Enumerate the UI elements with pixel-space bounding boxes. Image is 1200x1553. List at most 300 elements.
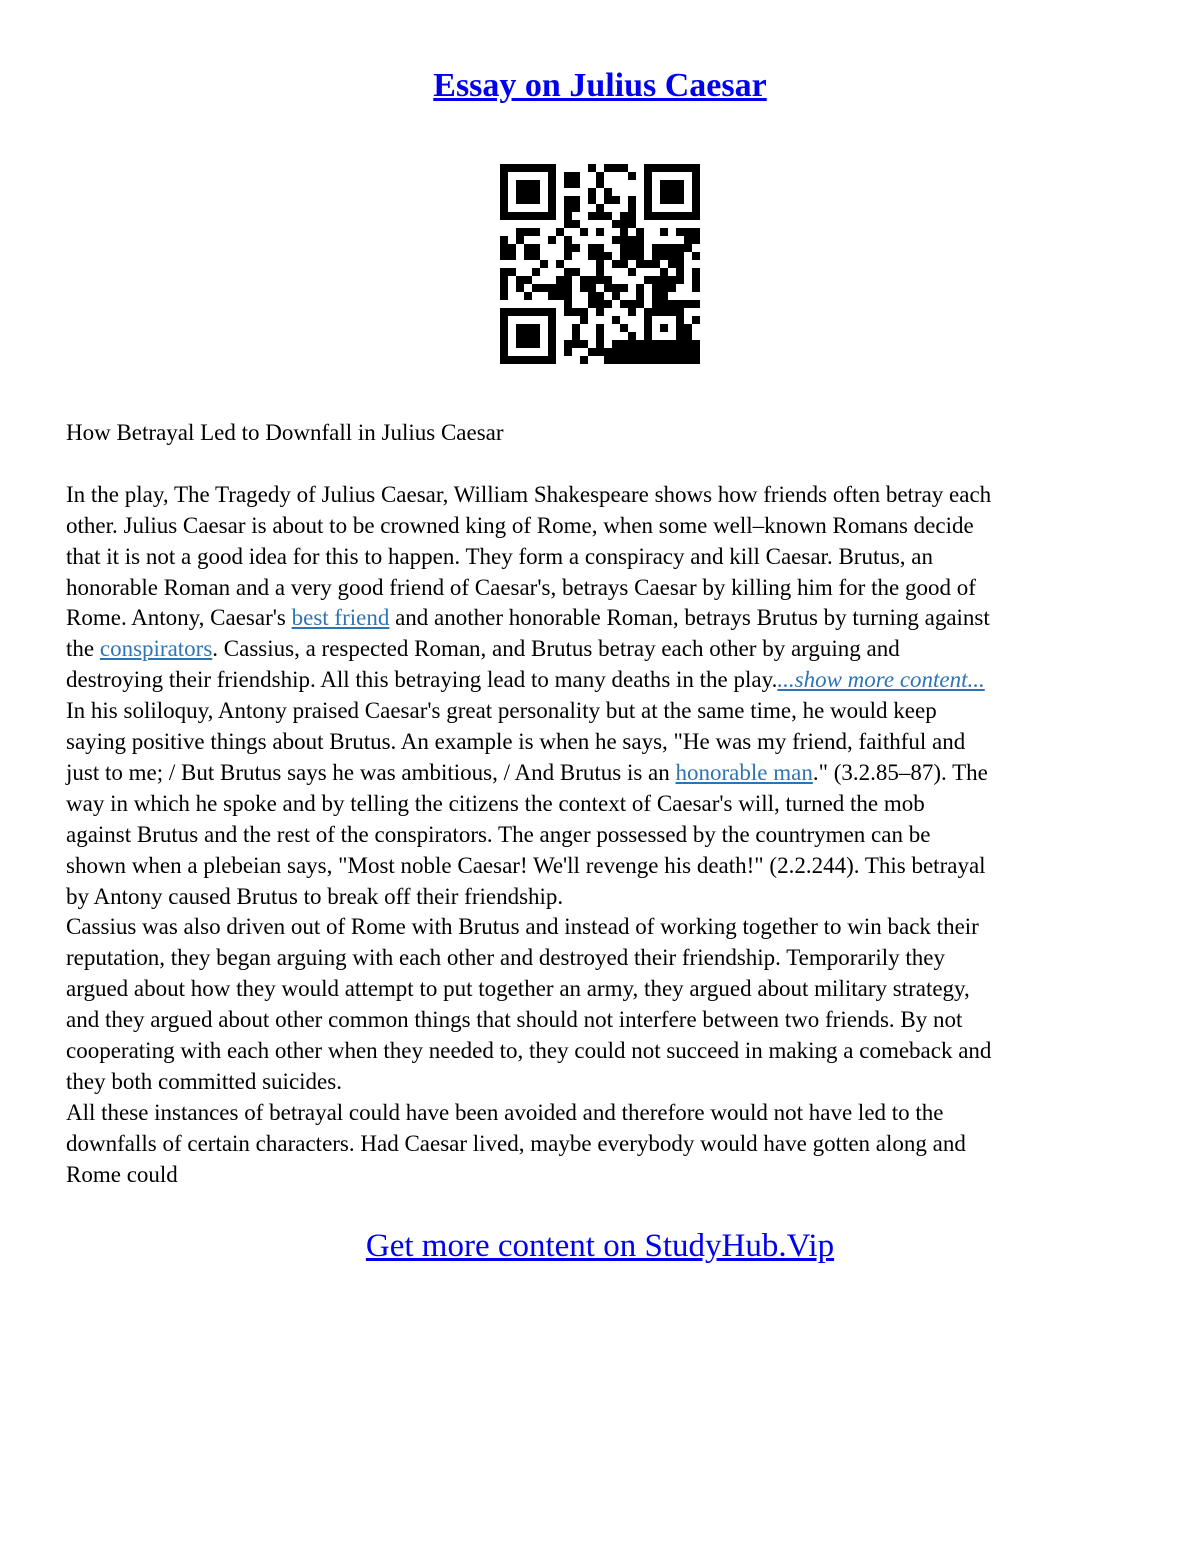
qr-module [548,196,556,204]
qr-module [548,212,556,220]
qr-module [628,332,636,340]
text-line: argued about how they would attempt to put together an army, they argued about military strategy, [66,976,970,1002]
qr-module [652,348,660,356]
qr-module [676,196,684,204]
qr-module [628,340,636,348]
qr-module [684,228,692,236]
qr-module [660,164,668,172]
qr-module [668,244,676,252]
qr-module [524,188,532,196]
qr-module [524,164,532,172]
qr-module [508,244,516,252]
qr-module [644,324,652,332]
text-line: honorable Roman and a very good friend of Caesar's, betrays Caesar by killing him for the good of [66,574,976,600]
qr-module [564,276,572,284]
qr-module [652,308,660,316]
qr-module [644,212,652,220]
qr-module [604,212,612,220]
qr-module [516,276,524,284]
qr-module [620,356,628,364]
qr-module [668,276,676,284]
qr-module [660,244,668,252]
paragraph-1 [66,480,1146,696]
qr-module [660,212,668,220]
qr-module [676,300,684,308]
qr-module [524,324,532,332]
best-friend-link[interactable]: best friend [291,605,390,631]
text-segment: ." (3.2.85–87). The [812,759,988,785]
text-line: other. Julius Caesar is about to be crowned king of Rome, when some well–known Romans decide [66,512,974,538]
qr-module [668,212,676,220]
qr-module [636,252,644,260]
qr-module [524,212,532,220]
qr-module [588,276,596,284]
qr-module [684,244,692,252]
qr-module [676,180,684,188]
qr-module [564,204,572,212]
qr-module [548,236,556,244]
qr-module [660,180,668,188]
qr-module [684,340,692,348]
qr-module [676,164,684,172]
qr-module [508,252,516,260]
qr-module [548,356,556,364]
qr-module [636,236,644,244]
paragraph-2 [66,696,1146,912]
qr-module [684,164,692,172]
qr-module [636,340,644,348]
qr-module [548,284,556,292]
qr-module [612,284,620,292]
qr-module [596,260,604,268]
qr-module [532,180,540,188]
qr-module [500,356,508,364]
qr-module [500,324,508,332]
qr-module [612,260,620,268]
qr-module [556,292,564,300]
qr-module [516,212,524,220]
qr-module [516,356,524,364]
qr-module [580,340,588,348]
qr-module [596,324,604,332]
qr-module [524,356,532,364]
qr-module [532,332,540,340]
qr-module [524,252,532,260]
qr-module [596,268,604,276]
text-line: that it is not a good idea for this to happen. They form a conspiracy and kill Caesar. Brutus, an [66,543,933,569]
qr-module [692,204,700,212]
qr-module [596,300,604,308]
qr-module [668,300,676,308]
qr-module [500,212,508,220]
qr-module [620,164,628,172]
qr-module [644,316,652,324]
qr-module [668,348,676,356]
qr-module [628,204,636,212]
qr-module [692,180,700,188]
qr-module [668,252,676,260]
footer-container [0,1224,1200,1268]
qr-module [660,324,668,332]
text-segment: just to me; / But Brutus says he was ambitious, / And Brutus is an [66,759,676,785]
qr-module [628,300,636,308]
qr-module [548,180,556,188]
qr-module [636,356,644,364]
qr-module [564,252,572,260]
qr-module [548,292,556,300]
document-title-container [0,64,1200,108]
qr-module [596,340,604,348]
qr-module [500,164,508,172]
text-line: In the play, The Tragedy of Julius Caesar, William Shakespeare shows how friends often betray each [66,481,992,507]
qr-module [644,356,652,364]
qr-module [652,292,660,300]
qr-module [628,308,636,316]
text-line: In his soliloquy, Antony praised Caesar's great personality but at the same time, he would keep [66,698,937,724]
qr-module [604,252,612,260]
qr-module [532,196,540,204]
qr-module [676,348,684,356]
qr-module [628,196,636,204]
text-line: Rome could [66,1161,178,1187]
qr-module [660,276,668,284]
qr-module [652,340,660,348]
qr-module [588,212,596,220]
qr-module [668,260,676,268]
qr-module [572,180,580,188]
qr-module [692,276,700,284]
qr-module [588,252,596,260]
qr-module [588,284,596,292]
qr-module [580,356,588,364]
qr-module [620,252,628,260]
qr-module [556,260,564,268]
qr-module [500,204,508,212]
qr-module [564,236,572,244]
qr-module [596,228,604,236]
qr-module [564,300,572,308]
qr-module [596,204,604,212]
qr-module [508,164,516,172]
qr-module [692,164,700,172]
qr-module [564,340,572,348]
text-line: and they argued about other common things that should not interfere between two friends. By not [66,1007,963,1033]
qr-module [524,308,532,316]
qr-module [660,356,668,364]
qr-module [612,196,620,204]
qr-module [532,340,540,348]
qr-module [532,228,540,236]
qr-module [652,252,660,260]
qr-module [628,212,636,220]
qr-module [516,236,524,244]
qr-module [660,292,668,300]
qr-module [556,276,564,284]
qr-module [604,188,612,196]
qr-module [692,172,700,180]
qr-module [676,212,684,220]
essay-subtitle: How Betrayal Led to Downfall in Julius Caesar [66,420,504,445]
qr-module [500,252,508,260]
qr-module [684,332,692,340]
qr-module [692,196,700,204]
qr-module [564,212,572,220]
qr-module [612,164,620,172]
qr-module [564,172,572,180]
qr-module [596,212,604,220]
qr-module [660,252,668,260]
qr-module [540,260,548,268]
qr-module [628,252,636,260]
text-line: Cassius was also driven out of Rome with Brutus and instead of working together to win back their [66,914,979,940]
qr-module [588,300,596,308]
text-line: cooperating with each other when they needed to, they could not succeed in making a comeback and [66,1038,992,1064]
qr-module [572,308,580,316]
qr-module [684,212,692,220]
qr-module [668,196,676,204]
qr-module [604,348,612,356]
qr-module [636,284,644,292]
qr-module [660,308,668,316]
qr-module [612,236,620,244]
qr-module [500,332,508,340]
text-segment: . Cassius, a respected Roman, and Brutus betray each other by arguing and [212,636,900,662]
qr-module [644,308,652,316]
qr-module [540,164,548,172]
qr-module [580,276,588,284]
qr-module [684,300,692,308]
text-line: they both committed suicides. [66,1069,342,1095]
qr-module [652,244,660,252]
qr-module [660,300,668,308]
qr-module [564,196,572,204]
text-line: reputation, they began arguing with each other and destroyed their friendship. Temporarily they [66,945,945,971]
qr-module [668,164,676,172]
qr-module [668,356,676,364]
qr-module [524,340,532,348]
qr-module [676,268,684,276]
text-line: way in which he spoke and by telling the citizens the context of Caesar's will, turned the mob [66,790,925,816]
qr-module [572,268,580,276]
qr-module [676,356,684,364]
qr-module [540,284,548,292]
qr-module [596,180,604,188]
text-line: shown when a plebeian says, "Most noble Caesar! We'll revenge his death!" (2.2.244). This betrayal [66,852,986,878]
qr-module [588,188,596,196]
text-line: downfalls of certain characters. Had Caesar lived, maybe everybody would have gotten along and [66,1130,966,1156]
text-line: by Antony caused Brutus to break off their friendship. [66,883,564,909]
qr-module [564,268,572,276]
qr-module [668,340,676,348]
qr-module [516,228,524,236]
qr-module [548,332,556,340]
qr-module [692,316,700,324]
qr-module [620,244,628,252]
text-line [66,634,1146,665]
qr-module [508,308,516,316]
qr-module [676,188,684,196]
qr-module [620,228,628,236]
qr-module [508,268,516,276]
document-title-link[interactable]: Essay on Julius Caesar [433,67,767,104]
qr-module [644,332,652,340]
qr-module [660,340,668,348]
qr-module [532,268,540,276]
qr-module [524,332,532,340]
qr-module [644,340,652,348]
qr-module [660,228,668,236]
qr-module [660,348,668,356]
conspirators-link[interactable]: conspirators [99,636,213,662]
qr-module [500,292,508,300]
qr-module [524,196,532,204]
qr-module [500,308,508,316]
qr-module [596,308,604,316]
qr-module [620,300,628,308]
qr-module [516,340,524,348]
qr-module [644,172,652,180]
qr-module [524,244,532,252]
qr-module [500,188,508,196]
text-line [66,758,1146,789]
qr-module [524,228,532,236]
essay-body [66,418,1146,1191]
qr-module [644,196,652,204]
qr-module [500,172,508,180]
qr-module [532,324,540,332]
qr-module [508,356,516,364]
qr-module [500,268,508,276]
qr-module [532,356,540,364]
qr-module [596,244,604,252]
qr-module [500,284,508,292]
qr-module [692,268,700,276]
qr-module [532,252,540,260]
qr-module [644,276,652,284]
qr-module [636,292,644,300]
qr-module [668,180,676,188]
qr-module [644,260,652,268]
qr-module [652,276,660,284]
qr-module [508,212,516,220]
qr-module [660,268,668,276]
qr-module [692,228,700,236]
qr-module [652,212,660,220]
qr-module [572,332,580,340]
qr-module [620,236,628,244]
qr-module [532,164,540,172]
qr-module [548,308,556,316]
text-line [66,603,1146,634]
qr-module [604,356,612,364]
qr-module [628,236,636,244]
qr-module [628,348,636,356]
qr-module [548,348,556,356]
qr-module [532,244,540,252]
qr-module [500,276,508,284]
honorable-man-link[interactable]: honorable man [675,759,813,785]
qr-module [652,356,660,364]
qr-module [644,188,652,196]
qr-module [676,308,684,316]
qr-module [532,188,540,196]
qr-code-icon [499,163,701,365]
qr-module [652,300,660,308]
qr-module [628,244,636,252]
qr-module [524,292,532,300]
qr-module [524,180,532,188]
qr-module [676,316,684,324]
qr-module [612,316,620,324]
qr-module [684,348,692,356]
qr-module [612,348,620,356]
qr-module [516,188,524,196]
qr-module [676,276,684,284]
text-line: against Brutus and the rest of the conspirators. The anger possessed by the countrymen can be [66,821,931,847]
qr-module [676,260,684,268]
qr-module [500,236,508,244]
qr-module [692,348,700,356]
qr-module [588,348,596,356]
qr-module [676,252,684,260]
qr-module [684,236,692,244]
qr-module [580,228,588,236]
qr-module [604,276,612,284]
qr-module [612,292,620,300]
qr-module [660,188,668,196]
qr-module [564,284,572,292]
qr-module [692,252,700,260]
show-more-content-link[interactable]: ...show more content... [777,667,985,693]
qr-module [516,332,524,340]
qr-module [628,172,636,180]
qr-module [572,204,580,212]
qr-module [548,204,556,212]
qr-module [660,196,668,204]
qr-module [572,244,580,252]
qr-module [500,316,508,324]
qr-module [556,284,564,292]
qr-module [684,356,692,364]
qr-module [596,348,604,356]
qr-module [684,324,692,332]
qr-module [692,236,700,244]
qr-module [668,188,676,196]
qr-module [588,244,596,252]
studyhub-footer-link[interactable]: Get more content on StudyHub.Vip [365,1228,835,1264]
qr-module [500,180,508,188]
text-segment: the [66,636,100,662]
qr-module [636,228,644,236]
qr-module [692,340,700,348]
qr-module [564,180,572,188]
qr-module [620,284,628,292]
qr-module [548,324,556,332]
qr-module [548,188,556,196]
qr-module [588,292,596,300]
qr-module [612,340,620,348]
qr-module [668,284,676,292]
qr-module [548,316,556,324]
qr-module [596,276,604,284]
text-line: saying positive things about Brutus. An example is when he says, "He was my friend, faithful and [66,729,966,755]
paragraph-4 [66,1098,1146,1191]
qr-module [644,164,652,172]
qr-module [628,220,636,228]
qr-module [628,268,636,276]
qr-module [620,212,628,220]
qr-module [548,340,556,348]
